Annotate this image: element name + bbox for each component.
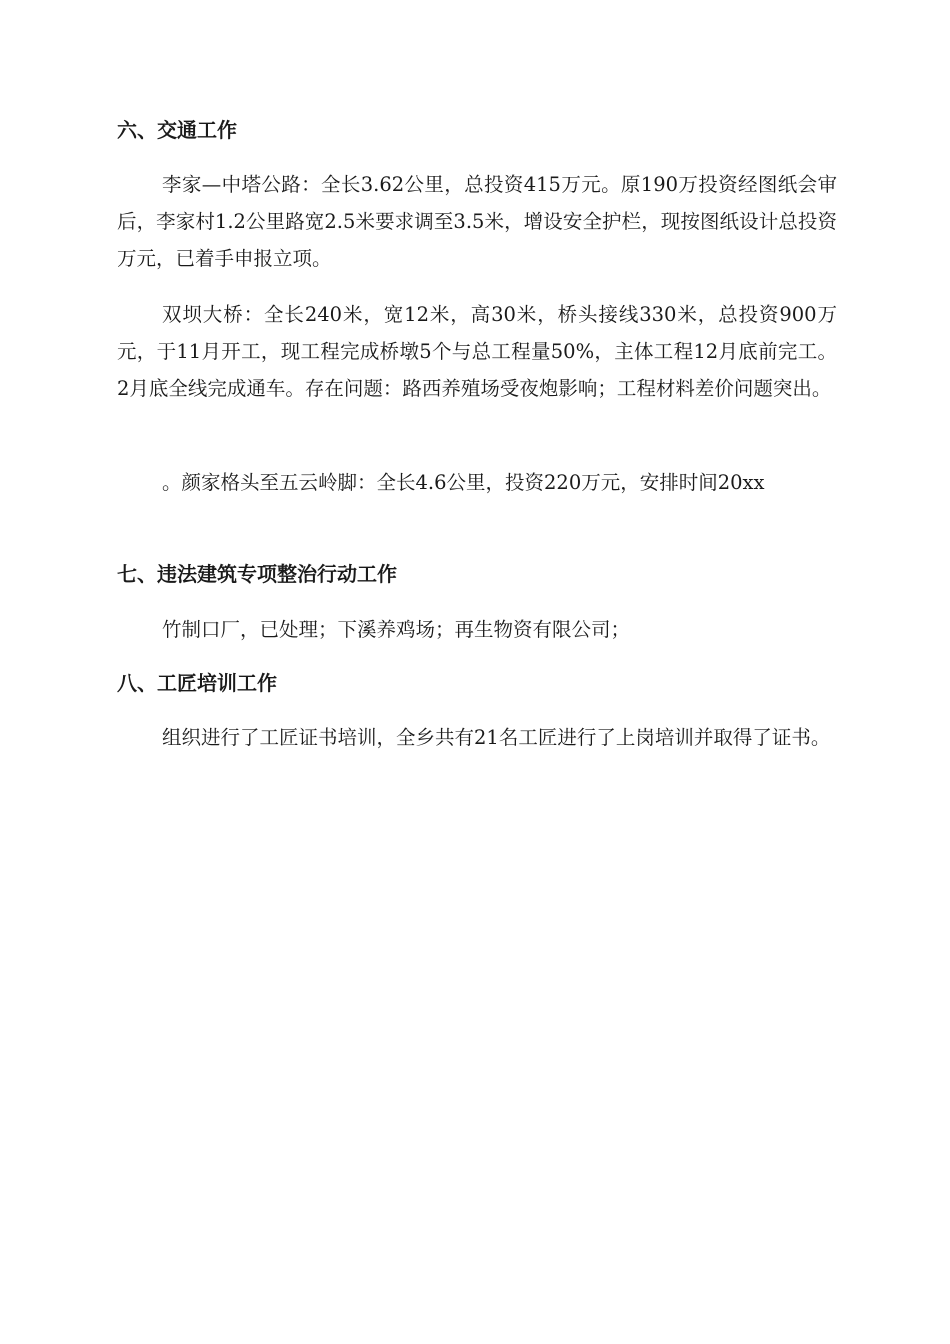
paragraph-yanjia-road: 。颜家格头至五云岭脚：全长4.6公里，投资220万元，安排时间20xx <box>162 471 765 494</box>
paragraph-craftsman-training: 组织进行了工匠证书培训，全乡共有21名工匠进行了上岗培训并取得了证书。 <box>162 726 831 749</box>
section-heading-craftsman-training: 八、工匠培训工作 <box>117 671 277 695</box>
paragraph-illegal-buildings: 竹制口厂，已处理；下溪养鸡场；再生物资有限公司； <box>162 618 631 641</box>
section-heading-illegal-buildings: 七、违法建筑专项整治行动工作 <box>117 562 397 586</box>
paragraph-shuangba-bridge: 双坝大桥：全长240米，宽12米，高30米，桥头接线330米，总投资900万元，于11月开工，现工程完成桥墩5个与总工程量50%，主体工程12月底前完工。2月底全线完成通车。存在问题：路西养殖场受夜炮影响；工程材料差价问题突出。 <box>117 303 837 400</box>
paragraph-lijia-zhongta-road: 李家—中塔公路：全长3.62公里，总投资415万元。原190万投资经图纸会审后，李家村1.2公里路宽2.5米要求调至3.5米，增设安全护栏，现按图纸设计总投资万元，已着手申报立项。 <box>117 173 837 270</box>
section-heading-transport: 六、交通工作 <box>117 118 237 142</box>
